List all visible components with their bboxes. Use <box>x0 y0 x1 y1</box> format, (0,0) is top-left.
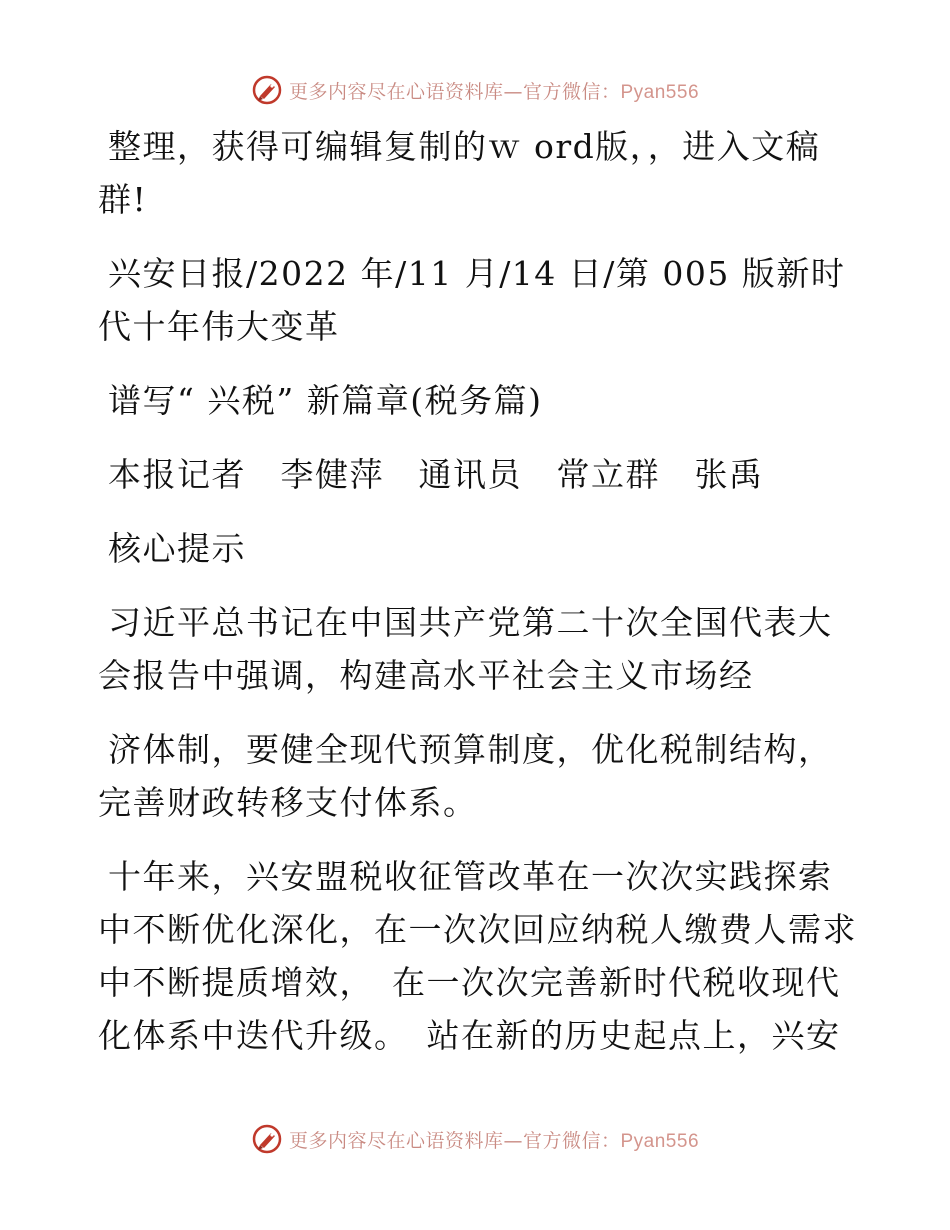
pen-nib-seal-icon <box>251 1123 283 1155</box>
text-line: 群! <box>98 180 148 219</box>
byline: 本报记者 李健萍 通讯员 常立群 张禹 <box>108 455 764 494</box>
paragraph-intro <box>98 120 858 226</box>
document-body <box>98 120 858 1062</box>
text-line: 化体系中迭代升级。 站在新的历史起点上，兴安 <box>98 1016 841 1055</box>
text-line: 兴安日报/2022 年/11 月/14 日/第 005 版新时 <box>108 254 846 293</box>
watermark-banner-bottom <box>0 1121 950 1157</box>
paragraph-body-2 <box>98 723 858 829</box>
paragraph-key-points-heading <box>98 522 858 575</box>
paragraph-source <box>98 247 858 353</box>
paragraph-headline <box>98 374 858 427</box>
text-line: 完善财政转移支付体系。 <box>98 783 478 822</box>
text-line: 整理，获得可编辑复制的ｗ ord版，，进入文稿 <box>108 127 821 166</box>
text-line: 中不断提质增效， 在一次次完善新时代税收现代 <box>98 963 841 1002</box>
watermark-group <box>251 74 699 106</box>
text-line: 十年来，兴安盟税收征管改革在一次次实践探索 <box>108 857 833 896</box>
watermark-handle: Pyan556 <box>620 1130 700 1152</box>
text-line: 代十年伟大变革 <box>98 307 340 346</box>
watermark-handle: Pyan556 <box>620 81 700 103</box>
paragraph-body-1 <box>98 596 858 702</box>
article-title: 谱写“ 兴税” 新篇章(税务篇) <box>108 381 543 420</box>
text-line: 中不断优化深化，在一次次回应纳税人缴费人需求 <box>98 910 857 949</box>
watermark-text: 更多内容尽在心语资料库—官方微信：Pyan556 <box>288 80 700 103</box>
paragraph-body-3 <box>98 850 858 1062</box>
section-heading: 核心提示 <box>108 529 246 568</box>
text-line: 会报告中强调，构建高水平社会主义市场经 <box>98 656 754 695</box>
watermark-text: 更多内容尽在心语资料库—官方微信：Pyan556 <box>288 1129 700 1152</box>
paragraph-byline <box>98 448 858 501</box>
watermark-group <box>251 1123 699 1155</box>
text-line: 济体制，要健全现代预算制度，优化税制结构， <box>108 730 833 769</box>
pen-nib-seal-icon <box>251 74 283 106</box>
watermark-banner-top <box>0 72 950 108</box>
text-line: 习近平总书记在中国共产党第二十次全国代表大 <box>108 603 833 642</box>
